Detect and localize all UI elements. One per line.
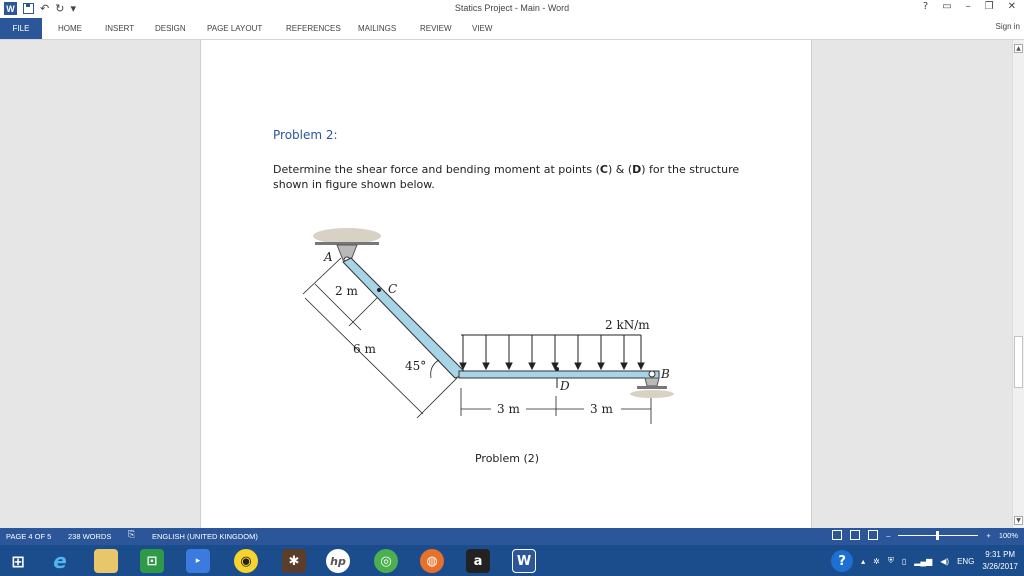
volume-icon[interactable]: ◀) (940, 556, 950, 566)
label-b: B (661, 367, 670, 381)
zoom-slider-thumb[interactable] (936, 531, 939, 540)
roller-plate-b (637, 386, 667, 389)
input-language[interactable]: ENG (957, 556, 975, 566)
word-app-icon[interactable]: W (4, 2, 17, 15)
tab-references[interactable]: REFERENCES (286, 24, 341, 33)
problem-text (273, 162, 753, 192)
word-taskbar-icon[interactable]: W (512, 549, 536, 573)
label-d: D (560, 379, 570, 393)
point-c-marker (377, 288, 381, 292)
title-bar (0, 0, 1024, 18)
roller-support-b (645, 378, 659, 386)
proofing-icon[interactable]: ⎘ (128, 530, 136, 540)
read-mode-icon[interactable] (832, 530, 842, 540)
view-controls (832, 530, 1018, 540)
window-controls (923, 1, 1016, 12)
clock[interactable] (982, 549, 1018, 573)
tab-page-layout[interactable]: PAGE LAYOUT (207, 24, 263, 33)
ceiling-support-a (313, 228, 381, 244)
amazon-icon[interactable]: a (466, 549, 490, 573)
ribbon-display-icon[interactable]: ▭ (942, 1, 952, 12)
problem-text-part3: ) for the structure shown in figure shown below. (273, 163, 740, 191)
clock-date: 3/26/2017 (982, 562, 1018, 571)
system-tray (831, 547, 1018, 575)
zoom-out-icon[interactable]: – (886, 530, 891, 540)
minimize-icon[interactable]: – (965, 1, 971, 12)
problem-title: Problem 2: (273, 128, 338, 142)
file-explorer-icon[interactable] (94, 549, 118, 573)
customize-qat-icon[interactable]: ▾ (70, 2, 76, 15)
dim-ext-corner (417, 378, 457, 418)
redo-icon[interactable]: ↻ (55, 2, 65, 15)
help-icon[interactable]: ? (922, 1, 929, 12)
tab-home[interactable]: HOME (58, 24, 82, 33)
tray-expand-icon[interactable]: ▴ (861, 556, 866, 566)
page-count[interactable]: PAGE 4 OF 5 (6, 532, 52, 541)
hp-icon[interactable]: hp (326, 549, 350, 573)
zoom-in-icon[interactable]: + (986, 530, 991, 540)
language-status[interactable]: ENGLISH (UNITED KINGDOM) (152, 532, 258, 541)
scroll-down-icon[interactable]: ▼ (1014, 516, 1023, 525)
tab-mailings[interactable]: MAILINGS (358, 24, 397, 33)
network-icon[interactable]: ▂▄▆ (914, 556, 933, 566)
tab-insert[interactable]: INSERT (105, 24, 135, 33)
label-c: C (388, 282, 398, 296)
pin-b (649, 371, 655, 377)
chrome-icon[interactable]: ◎ (374, 549, 398, 573)
zoom-slider[interactable] (898, 535, 978, 536)
horizontal-member (459, 371, 659, 378)
angle-arc (431, 360, 439, 378)
zoom-level[interactable]: 100% (998, 530, 1018, 540)
tab-view[interactable]: VIEW (472, 24, 493, 33)
dim-2m-label: 2 m (335, 284, 358, 298)
tray-security-icon[interactable]: ⛨ (887, 556, 894, 565)
label-a: A (324, 250, 333, 264)
problem-text-part2: ) & ( (607, 163, 633, 176)
problem-point-d: D (632, 163, 642, 176)
store-icon[interactable]: ⊡ (140, 549, 164, 573)
battery-icon[interactable]: ▯ (901, 556, 907, 566)
tab-file[interactable]: FILE (0, 18, 42, 39)
dim-3m-right-label: 3 m (590, 402, 613, 416)
window-title: Statics Project - Main - Word (454, 3, 570, 13)
firefox-icon[interactable]: ◍ (420, 549, 444, 573)
ground-support-b (630, 390, 674, 398)
dim-ext-c (349, 298, 377, 326)
sign-in-link[interactable]: Sign in (995, 22, 1020, 31)
help-tray-icon[interactable]: ? (831, 550, 853, 572)
word-count[interactable]: 238 WORDS (68, 532, 112, 541)
app-tile-icon[interactable]: ▸ (186, 549, 210, 573)
restore-icon[interactable]: ❐ (984, 1, 994, 12)
problem-point-c: C (599, 163, 608, 176)
document-area (0, 40, 1012, 528)
taskbar (0, 545, 1024, 576)
dim-6m-label: 6 m (353, 342, 376, 356)
internet-explorer-icon[interactable]: e (53, 549, 67, 573)
load-label: 2 kN/m (605, 318, 650, 332)
undo-icon[interactable]: ↶ (40, 2, 50, 15)
windows-start-icon[interactable]: ⊞ (11, 551, 25, 571)
tab-design[interactable]: DESIGN (155, 24, 186, 33)
scroll-thumb[interactable] (1014, 336, 1023, 388)
ribbon-tabs (0, 18, 1024, 40)
clock-time: 9:31 PM (985, 550, 1016, 559)
print-layout-icon[interactable] (850, 530, 860, 540)
status-bar (0, 528, 1024, 545)
problem-text-part1: Determine the shear force and bending moment at points ( (273, 163, 600, 176)
angle-label: 45° (405, 359, 427, 373)
web-layout-icon[interactable] (868, 530, 878, 540)
scroll-up-icon[interactable]: ▲ (1014, 44, 1023, 53)
close-icon[interactable]: ✕ (1007, 1, 1016, 12)
media-center-icon[interactable]: ✱ (282, 549, 306, 573)
document-page[interactable] (200, 40, 812, 528)
dim-3m-left-label: 3 m (497, 402, 520, 416)
media-player-icon[interactable]: ◉ (234, 549, 258, 573)
structure-figure (301, 218, 701, 448)
tray-app-icon[interactable]: ✲ (873, 556, 880, 566)
vertical-scrollbar[interactable] (1012, 40, 1024, 528)
figure-caption: Problem (2) (474, 452, 540, 465)
load-arrows (460, 335, 644, 369)
tab-review[interactable]: REVIEW (420, 24, 452, 33)
